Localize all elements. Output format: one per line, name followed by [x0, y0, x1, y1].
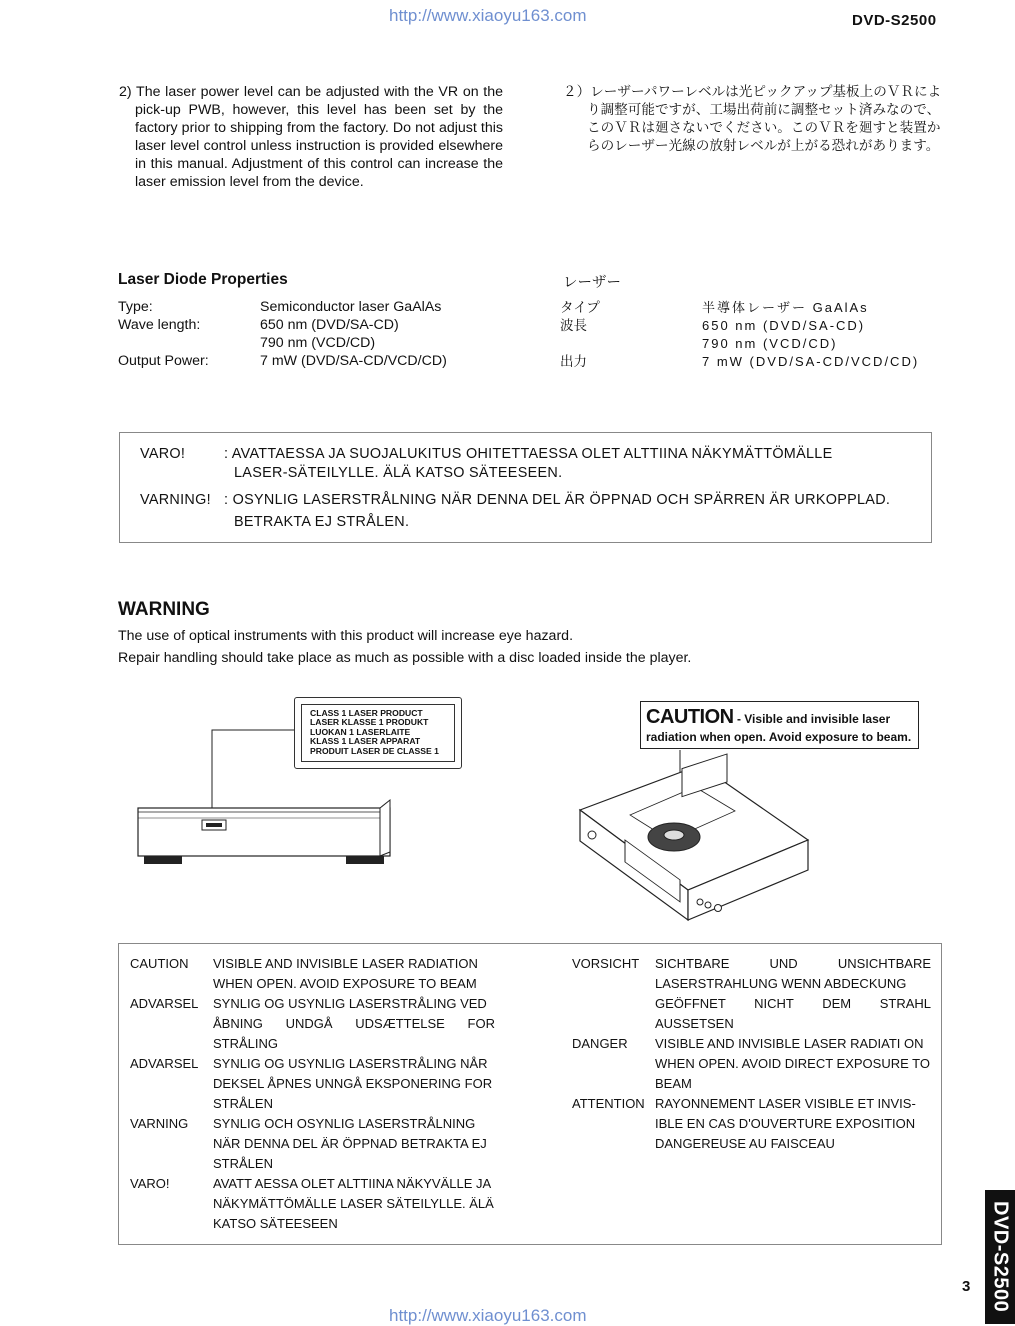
caution-label-text-1: - Visible and invisible laser: [733, 712, 891, 726]
warning-heading: WARNING: [118, 599, 210, 620]
varo-text-1: : AVATTAESSA JA SUOJALUKITUS OHITETTAESSA OLET ALTTIINA NÄKYMÄTTÖMÄLLE: [224, 446, 833, 462]
caution-entry: CAUTION VISIBLE AND INVISIBLE LASER RADIATION WHEN OPEN. AVOID EXPOSURE TO BEAM: [130, 956, 478, 991]
varo-text-2: LASER-SÄTEILYLLE. ÄLÄ KATSO SÄTEESEEN.: [234, 465, 563, 481]
page-number: 3: [962, 1278, 971, 1295]
caution-table-right: [572, 954, 932, 1154]
caution-entry: ATTENTION RAYONNEMENT LASER VISIBLE ET INVIS- IBLE EN CAS D'OUVERTURE EXPOSITION DANGEREUSE AU FAISCEAU: [572, 1096, 916, 1151]
laser-properties-jp: タイプ 半導体レーザー GaAlAs 波長 650 nm (DVD/SA-CD) 790 nm (VCD/CD) 出力 7 mW (DVD/SA-CD/VCD/CD): [560, 300, 920, 369]
varning-label: VARNING!: [140, 492, 211, 508]
varo-label: VARO!: [140, 446, 186, 462]
caution-entry: VARO! AVATT AESSA OLET ALTTIINA NÄKYVÄLLE JA NÄKYMÄTTÖMÄLLE LASER SÄTEILYLLE. ÄLÄ KATSO SÄTEESEEN: [130, 1176, 494, 1231]
varning-text-1: : OSYNLIG LASERSTRÅLNING NÄR DENNA DEL ÄR ÖPPNAD OCH SPÄRREN ÄR URKOPPLAD.: [224, 492, 891, 508]
caution-entry: VARNING SYNLIG OCH OSYNLIG LASERSTRÅLNING NÄR DENNA DEL ÄR ÖPPNAD BETRAKTA EJ STRÅLEN: [130, 1116, 487, 1171]
player-open-illustration: [570, 745, 815, 925]
laser-properties-en: Type: Semiconductor laser GaAlAs Wave length: 650 nm (DVD/SA-CD) 790 nm (VCD/CD) Output Power: 7 mW (DVD/SA-CD/VCD/CD): [118, 299, 447, 369]
model-side-tab: DVD-S2500: [985, 1190, 1015, 1324]
caution-table: [118, 943, 942, 1245]
bottom-url-link[interactable]: http://www.xiaoyu163.com: [389, 1306, 587, 1325]
laser-adjust-note-en: 2) The laser power level can be adjusted with the VR on the pick-up PWB, however, this level has been set by the factory prior to shipping from the factory. Do not adjust this laser level control unless instruction is provided elsewhere in this manual. Adjustment of this control can increase the laser emission level from the device.: [119, 84, 503, 190]
warning-line-1: The use of optical instruments with this product will increase eye hazard.: [118, 628, 574, 644]
label-line: KLASS 1 LASER APPARAT: [310, 736, 421, 747]
label-line: CLASS 1 LASER PRODUCT: [310, 708, 423, 718]
label-line: LUOKAN 1 LASERLAITE: [310, 726, 411, 737]
model-header: DVD-S2500: [852, 12, 937, 29]
varning-text-2: BETRAKTA EJ STRÅLEN.: [234, 514, 410, 530]
player-rear-illustration: [130, 720, 400, 870]
caution-entry: VORSICHT SICHTBARE UND UNSICHTBARE LASERSTRAHLUNG WENN ABDECKUNG GEÖFFNET NICHT DEM STRAHL AUSSETSEN: [572, 956, 931, 1031]
warning-line-2: Repair handling should take place as much as possible with a disc loaded inside the player.: [118, 650, 692, 666]
caution-entry: DANGER VISIBLE AND INVISIBLE LASER RADIATI ON WHEN OPEN. AVOID DIRECT EXPOSURE TO BEAM: [572, 1036, 930, 1091]
caution-label-text-2: radiation when open. Avoid exposure to beam.: [646, 730, 912, 744]
laser-adjust-note-jp: ２）レーザーパワーレベルは光ピックアップ基板上のＶＲにより調整可能ですが、工場出荷前に調整セット済みなので、このＶＲは廻さないでください。このＶＲを廻すと装置からのレーザー光線の放射レベルが上がる恐れがあります。: [563, 84, 942, 153]
label-line: PRODUIT LASER DE CLASSE 1: [310, 745, 439, 756]
caution-entry: ADVARSEL SYNLIG OG USYNLIG LASERSTRÅLING NÅR DEKSEL ÅPNES UNNGÅ EKSPONERING FOR STRÅLEN: [130, 1056, 493, 1111]
top-url-link[interactable]: http://www.xiaoyu163.com: [389, 6, 587, 25]
caution-entry: ADVARSEL SYNLIG OG USYNLIG LASERSTRÅLING VED ÅBNING UNDGÅ UDSÆTTELSE FOR STRÅLING: [130, 996, 495, 1051]
laser-properties-title: Laser Diode Properties: [118, 271, 288, 288]
caution-label-title: CAUTION: [646, 706, 734, 728]
caution-label: [640, 701, 919, 749]
laser-properties-title-jp: レーザー: [563, 275, 621, 291]
label-line: LASER KLASSE 1 PRODUKT: [310, 717, 429, 728]
caution-table-left: [130, 954, 500, 1234]
nordic-warning-box: [119, 432, 932, 543]
